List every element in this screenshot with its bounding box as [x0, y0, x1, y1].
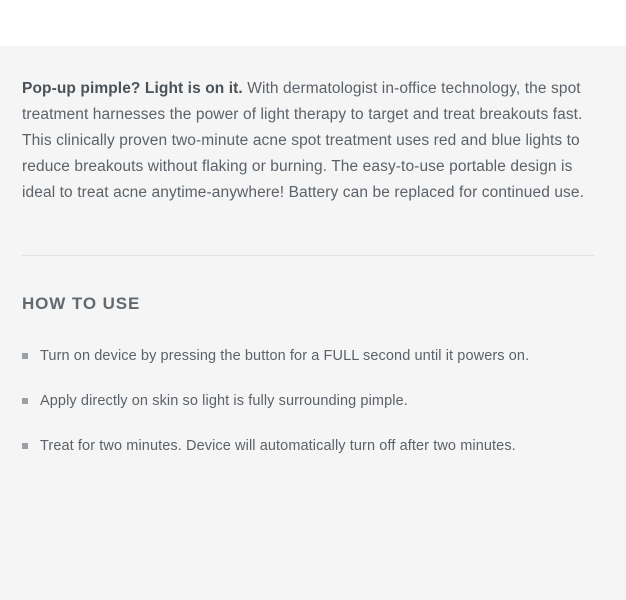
list-item-text: Apply directly on skin so light is fully surrounding pimple.	[40, 393, 408, 409]
list-item	[22, 389, 580, 413]
square-bullet-icon	[22, 398, 28, 404]
list-item-text: Treat for two minutes. Device will automatically turn off after two minutes.	[40, 438, 516, 454]
list-item	[22, 344, 580, 368]
how-to-use-list	[22, 344, 593, 458]
list-item	[22, 434, 580, 458]
list-item-text: Turn on device by pressing the button for a FULL second until it powers on.	[40, 348, 530, 364]
product-description	[22, 76, 593, 206]
square-bullet-icon	[22, 443, 28, 449]
content-inner	[0, 46, 626, 458]
description-body: With dermatologist in-office technology, the spot treatment harnesses the power of light therapy to target and treat breakouts fast. This clinically proven two-minute acne spot treatment uses red and blue lights to reduce breakouts without flaking or burning. The easy-to-use portable design is ideal to treat acne anytime-anywhere! Battery can be replaced for continued use.	[22, 80, 585, 201]
description-lead: Pop-up pimple? Light is on it.	[22, 80, 243, 97]
square-bullet-icon	[22, 353, 28, 359]
how-to-use-title: HOW TO USE	[22, 294, 141, 313]
section-divider	[22, 255, 594, 256]
content-panel	[0, 46, 626, 600]
